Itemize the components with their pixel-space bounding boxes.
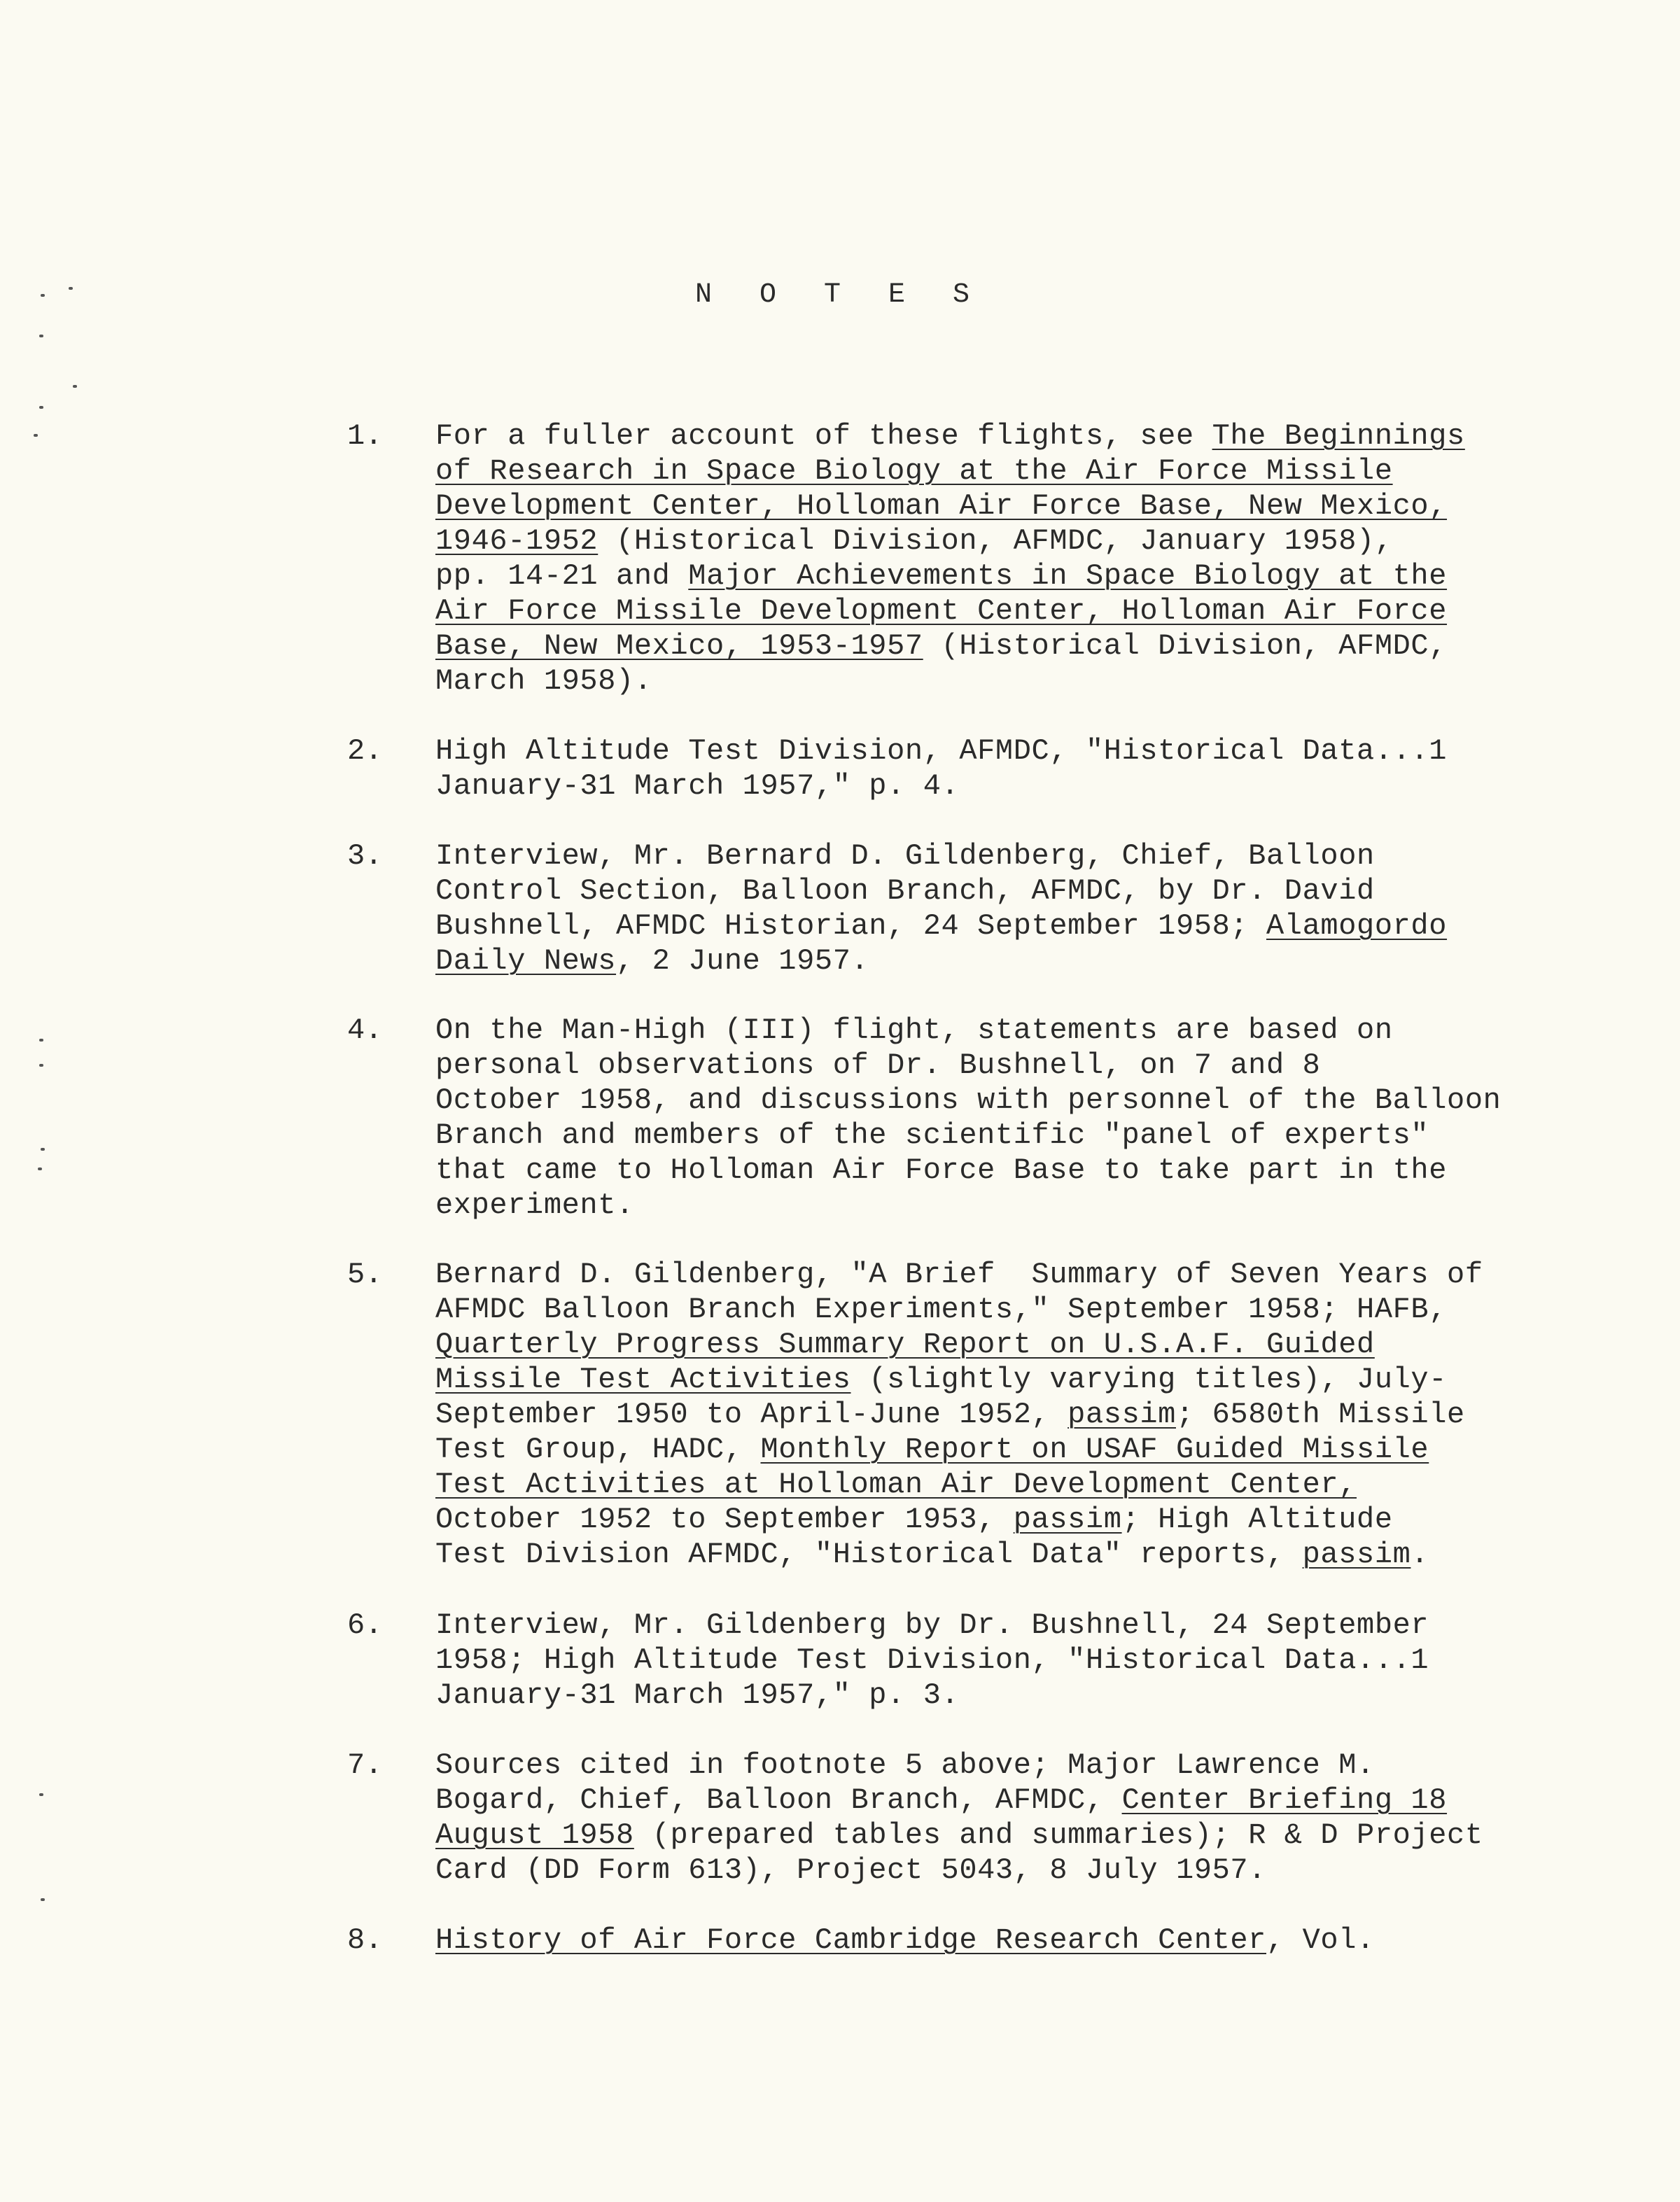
footnote-line	[435, 769, 959, 804]
margin-speck	[34, 434, 38, 437]
footnote-line	[435, 1257, 1483, 1292]
footnote-number: 1.	[347, 419, 383, 453]
footnote-line	[435, 629, 1447, 664]
footnote-line	[435, 1083, 1501, 1118]
margin-speck	[73, 385, 77, 388]
footnote-line	[435, 1327, 1375, 1362]
footnote-line	[435, 1432, 1429, 1467]
footnote-line	[435, 909, 1447, 944]
footnote-line	[435, 419, 1465, 454]
underlined-title: Missile Test Activities	[435, 1363, 851, 1396]
footnote-text: Interview, Mr. Bernard D. Gildenberg, Chief, Balloon	[435, 839, 1375, 873]
footnote-line	[435, 1853, 1266, 1888]
footnote-text: 1958; High Altitude Test Division, "Historical Data...1	[435, 1643, 1429, 1677]
footnote-line	[435, 1397, 1465, 1432]
underlined-title: Daily News	[435, 944, 617, 978]
footnote-line	[435, 1608, 1429, 1643]
margin-speck	[39, 1064, 43, 1067]
underlined-title: The Beginnings	[1212, 419, 1465, 453]
footnote-text: ; High Altitude	[1121, 1503, 1393, 1536]
footnote-line	[435, 1467, 1357, 1502]
footnote-number: 6.	[347, 1608, 383, 1642]
footnote-line	[435, 454, 1393, 489]
footnote-number: 5.	[347, 1258, 383, 1291]
footnote-text: Bernard D. Gildenberg, "A Brief Summary of Seven Years of	[435, 1258, 1483, 1291]
footnote-text: .	[1410, 1538, 1429, 1571]
footnote-text: Bogard, Chief, Balloon Branch, AFMDC,	[435, 1783, 1122, 1817]
footnote-number: 2.	[347, 734, 383, 768]
underlined-title: Major Achievements in Space Biology at the	[688, 559, 1448, 593]
underlined-title: Center Briefing 18	[1121, 1783, 1448, 1817]
footnote-line	[435, 1923, 1375, 1958]
footnote-text: experiment.	[435, 1188, 634, 1222]
footnote-text: Interview, Mr. Gildenberg by Dr. Bushnell, 24 September	[435, 1608, 1429, 1642]
footnote-line	[435, 734, 1447, 769]
margin-speck	[39, 406, 43, 409]
footnote-text: Control Section, Balloon Branch, AFMDC, by Dr. David	[435, 874, 1375, 908]
footnote-line	[435, 489, 1447, 524]
footnote-text: January-31 March 1957," p. 4.	[435, 769, 960, 803]
footnote-line	[435, 1048, 1320, 1083]
footnote-line	[435, 524, 1393, 559]
margin-speck	[41, 1148, 45, 1151]
footnote-text: Sources cited in footnote 5 above; Major Lawrence M.	[435, 1748, 1375, 1782]
footnote-line	[435, 1748, 1375, 1783]
footnote-text: that came to Holloman Air Force Base to take part in the	[435, 1153, 1448, 1187]
footnote-text: September 1950 to April-June 1952,	[435, 1398, 1068, 1431]
margin-speck	[39, 1039, 43, 1042]
footnote-line	[435, 1502, 1393, 1537]
footnote-text: pp. 14-21 and	[435, 559, 689, 593]
footnote-text: For a fuller account of these flights, see	[435, 419, 1212, 453]
footnote-text: personal observations of Dr. Bushnell, on 7 and 8	[435, 1049, 1321, 1082]
footnote-text: Test Division AFMDC, "Historical Data" reports,	[435, 1538, 1303, 1571]
underlined-title: passim	[1302, 1538, 1411, 1571]
footnote-text: January-31 March 1957," p. 3.	[435, 1678, 960, 1712]
footnote-line	[435, 874, 1375, 909]
underlined-title: Development Center, Holloman Air Force Base, New Mexico,	[435, 489, 1448, 523]
footnote-line	[435, 1153, 1447, 1188]
footnote-line	[435, 1013, 1393, 1048]
footnote-line	[435, 1118, 1429, 1153]
footnote-line	[435, 1678, 959, 1713]
underlined-title: of Research in Space Biology at the Air Force Missile	[435, 454, 1393, 488]
footnote-line	[435, 1818, 1483, 1853]
footnote-text: High Altitude Test Division, AFMDC, "Historical Data...1	[435, 734, 1448, 768]
underlined-title: passim	[1068, 1398, 1176, 1431]
footnote-line	[435, 1292, 1447, 1327]
underlined-title: passim	[1013, 1503, 1122, 1536]
footnote-line	[435, 1362, 1447, 1397]
footnote-text: Test Group, HADC,	[435, 1433, 761, 1466]
footnote-line	[435, 839, 1375, 874]
footnote-text: ; 6580th Missile	[1175, 1398, 1465, 1431]
margin-speck	[39, 1793, 43, 1796]
footnote-number: 4.	[347, 1014, 383, 1047]
footnote-text: (prepared tables and summaries); R & D Project	[634, 1818, 1483, 1852]
footnote-line	[435, 559, 1447, 594]
footnote-line	[435, 594, 1447, 629]
page-title: N O T E S	[694, 279, 986, 311]
margin-speck	[41, 294, 45, 297]
margin-speck	[39, 335, 43, 337]
footnote-line	[435, 664, 652, 699]
margin-speck	[69, 287, 73, 290]
footnote-text: On the Man-High (III) flight, statements are based on	[435, 1014, 1393, 1047]
footnote-text: Card (DD Form 613), Project 5043, 8 July 1957.	[435, 1853, 1266, 1887]
footnote-text: AFMDC Balloon Branch Experiments," September 1958; HAFB,	[435, 1293, 1448, 1326]
footnote-number: 3.	[347, 839, 383, 873]
margin-speck	[41, 1898, 45, 1901]
footnote-text: October 1952 to September 1953,	[435, 1503, 1014, 1536]
underlined-title: History of Air Force Cambridge Research Center	[435, 1923, 1266, 1957]
footnote-text: Bushnell, AFMDC Historian, 24 September 1958;	[435, 909, 1266, 943]
margin-speck	[38, 1167, 42, 1170]
footnote-text: Branch and members of the scientific "panel of experts"	[435, 1118, 1429, 1152]
underlined-title: Test Activities at Holloman Air Development Center,	[435, 1468, 1357, 1501]
footnote-number: 8.	[347, 1923, 383, 1957]
footnote-line	[435, 1188, 634, 1223]
footnote-line	[435, 1783, 1447, 1818]
footnote-line	[435, 1537, 1429, 1572]
footnote-text: March 1958).	[435, 664, 652, 698]
footnote-text: October 1958, and discussions with personnel of the Balloon	[435, 1084, 1502, 1117]
underlined-title: Base, New Mexico, 1953-1957	[435, 629, 923, 663]
footnote-text: (Historical Division, AFMDC, January 1958),	[598, 524, 1393, 558]
footnote-text: (slightly varying titles), July-	[850, 1363, 1448, 1396]
footnote-text: (Historical Division, AFMDC,	[923, 629, 1448, 663]
underlined-title: Quarterly Progress Summary Report on U.S.A.F. Guided	[435, 1328, 1375, 1361]
footnote-line	[435, 1643, 1429, 1678]
underlined-title: Alamogordo	[1266, 909, 1448, 943]
underlined-title: August 1958	[435, 1818, 634, 1852]
underlined-title: 1946-1952	[435, 524, 598, 558]
footnote-line	[435, 944, 869, 979]
underlined-title: Monthly Report on USAF Guided Missile	[760, 1433, 1429, 1466]
footnote-text: , Vol.	[1266, 1923, 1375, 1957]
footnote-text: , 2 June 1957.	[616, 944, 869, 978]
underlined-title: Air Force Missile Development Center, Holloman Air Force	[435, 594, 1448, 628]
footnote-number: 7.	[347, 1748, 383, 1782]
